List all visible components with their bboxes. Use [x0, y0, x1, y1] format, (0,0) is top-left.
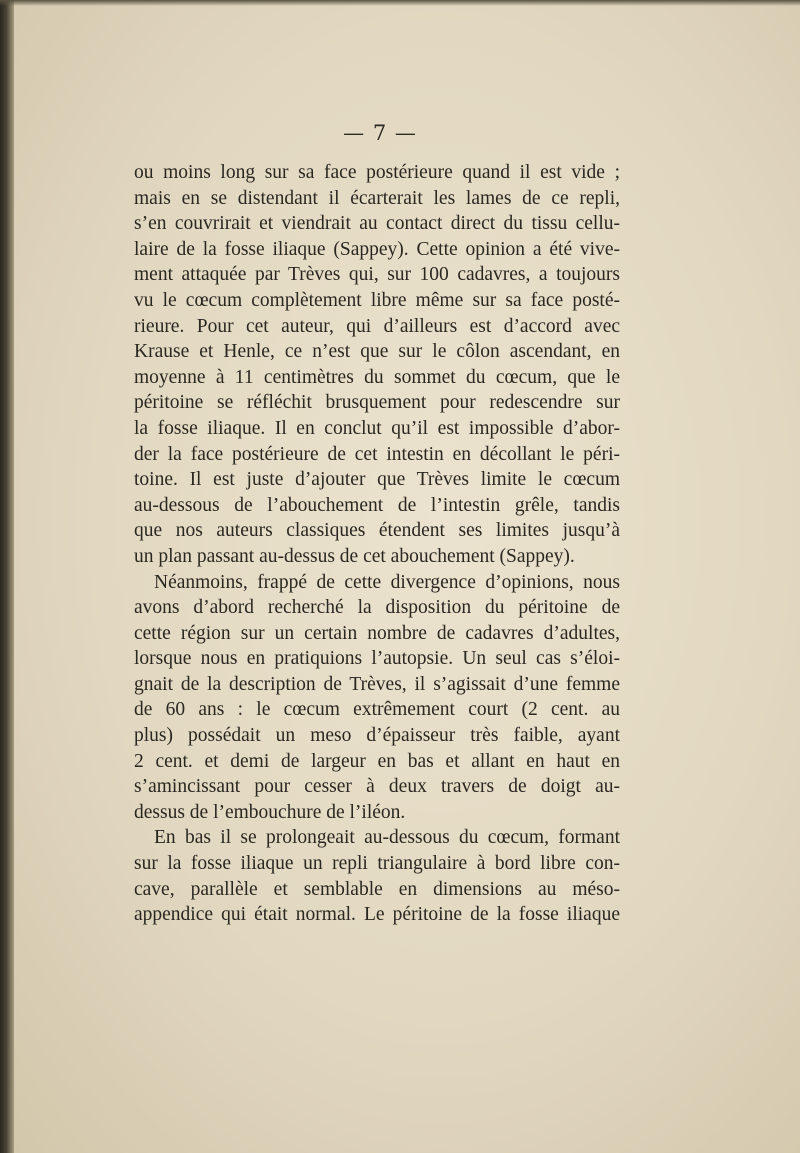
text-line: que nos auteurs classiques étendent ses limites jusqu’à [134, 520, 620, 542]
text-line: cave, parallèle et semblable en dimensions au méso- [134, 878, 620, 900]
text-line: laire de la fosse iliaque (Sappey). Cette opinion a été vive- [134, 238, 620, 260]
text-line: sur la fosse iliaque un repli triangulaire à bord libre con- [134, 853, 620, 875]
text-line: avons d’abord recherché la disposition du péritoine de [134, 597, 620, 619]
text-line: mais en se distendant il écarterait les lames de ce repli, [134, 187, 620, 209]
text-line: de 60 ans : le cœcum extrêmement court (2 cent. au [134, 699, 620, 721]
text-line: 2 cent. et demi de largeur en bas et allant en haut en [134, 750, 620, 772]
text-line: En bas il se prolongeait au-dessous du cœcum, formant [154, 827, 620, 849]
text-line: Krause et Henle, ce n’est que sur le côlon ascendant, en [134, 341, 620, 363]
text-line: rieure. Pour cet auteur, qui d’ailleurs est d’accord avec [134, 315, 620, 337]
text-line: s’en couvrirait et viendrait au contact direct du tissu cellu- [134, 213, 620, 235]
text-line: ou moins long sur sa face postérieure quand il est vide ; [134, 162, 620, 183]
text-line: un plan passant au-dessus de cet abouchement (Sappey). [134, 545, 575, 567]
text-line: au-dessous de l’abouchement de l’intestin grêle, tandis [134, 494, 620, 516]
text-line: ment attaquée par Trèves qui, sur 100 cadavres, a toujours [134, 264, 620, 286]
text-line: péritoine se réfléchit brusquement pour redescendre sur [134, 392, 620, 414]
body-text [134, 160, 620, 928]
text-line: appendice qui était normal. Le péritoine de la fosse iliaque [134, 904, 620, 926]
text-line: vu le cœcum complètement libre même sur sa face posté- [134, 289, 620, 311]
text-line: toine. Il est juste d’ajouter que Trèves limite le cœcum [134, 469, 620, 491]
page-top-shadow [0, 0, 800, 6]
text-line: der la face postérieure de cet intestin en décollant le péri- [134, 443, 620, 465]
text-line: cette région sur un certain nombre de cadavres d’adultes, [134, 622, 620, 644]
text-line: s’amincissant pour cesser à deux travers de doigt au- [134, 776, 620, 798]
page-number: — 7 — [343, 121, 417, 145]
book-binding-edge [0, 0, 14, 1153]
text-line: la fosse iliaque. Il en conclut qu’il est impossible d’abor- [134, 417, 620, 439]
text-line: gnait de la description de Trèves, il s’agissait d’une femme [134, 673, 620, 695]
text-line: moyenne à 11 centimètres du sommet du cœcum, que le [134, 366, 620, 388]
text-line: Néanmoins, frappé de cette divergence d’opinions, nous [154, 571, 620, 593]
text-line: lorsque nous en pratiquions l’autopsie. Un seul cas s’éloi- [134, 648, 620, 670]
text-line: dessus de l’embouchure de l’iléon. [134, 801, 406, 823]
text-line: plus) possédait un meso d’épaisseur très faible, ayant [134, 725, 620, 747]
